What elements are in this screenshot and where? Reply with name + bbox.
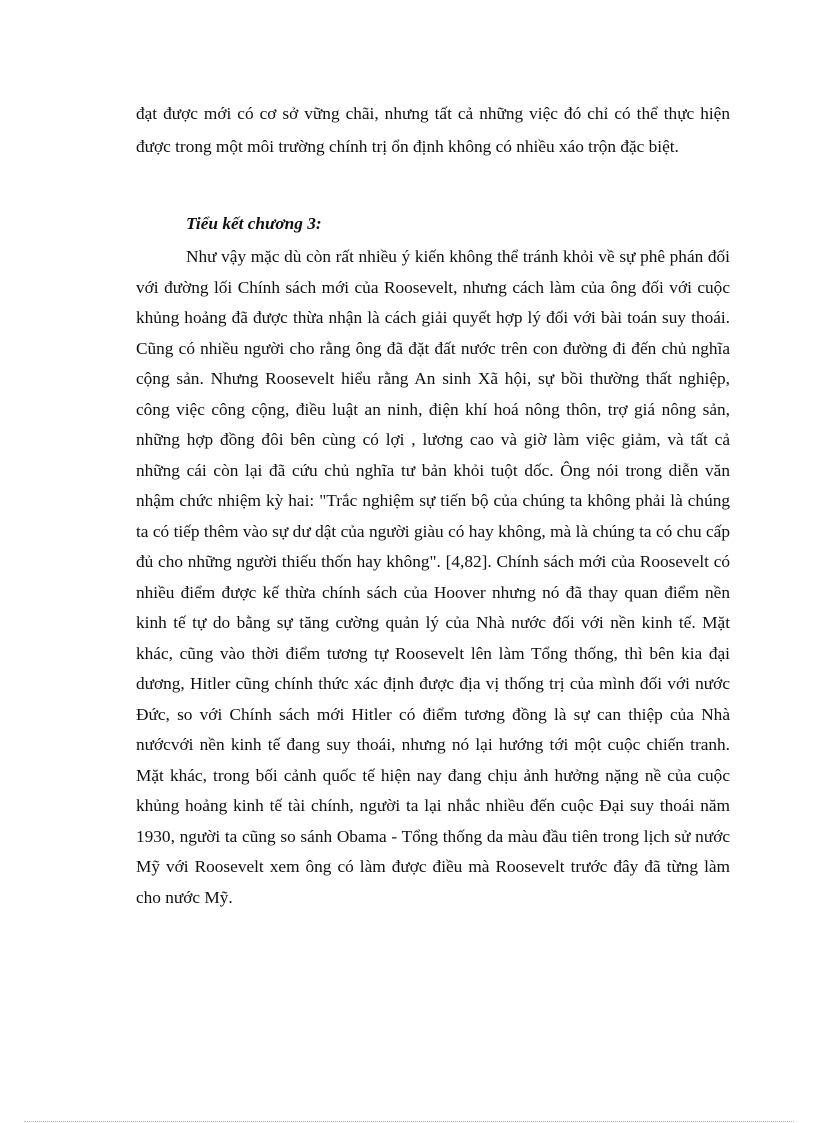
intro-paragraph: đạt được mới có cơ sở vững chãi, nhưng tất cả những việc đó chỉ có thể thực hiện được trong một môi trường chính trị ổn định không có nhiều xáo trộn đặc biệt.	[136, 104, 730, 156]
footer-divider	[24, 1121, 794, 1122]
summary-paragraph: Như vậy mặc dù còn rất nhiều ý kiến không thể tránh khỏi về sự phê phán đối với đường lối Chính sách mới của Roosevelt, nhưng cách làm của ông đối với cuộc khủng hoảng đã được thừa nhận là cách giải quyết hợp lý đối với bài toán suy thoái. Cũng có nhiều người cho rằng ông đã đặt đất nước trên con đường đi đến chủ nghĩa cộng sản. Nhưng Roosevelt hiểu rằng An sinh Xã hội, sự bồi thường thất nghiệp, công việc công cộng, điều luật an ninh, điện khí hoá nông thôn, trợ giá nông sản, những hợp đồng đôi bên cùng có lợi , lương cao và giờ làm việc giảm, và tất cả những cái còn lại đã cứu chủ nghĩa tư bản khỏi tuột dốc. Ông nói trong diễn văn nhậm chức nhiệm kỳ hai: "Trắc nghiệm sự tiến bộ của chúng ta không phải là chúng ta có tiếp thêm vào sự dư dật của người giàu có hay không, mà là chúng ta có chu cấp đủ cho những người thiếu thốn hay không". [4,82]. Chính sách mới của Roosevelt có nhiều điểm được kế thừa chính sách của Hoover nhưng nó đã thay quan điểm nền kinh tế tự do bằng sự tăng cường quản lý của Nhà nước đối với nền kinh tế. Mặt khác, cũng vào thời điểm tương tự Roosevelt lên làm Tổng thống, thì bên kia đại dương, Hitler cũng chính thức xác định được địa vị thống trị của mình đối với nước Đức, so với Chính sách mới Hitler có điểm tương đồng là sự can thiệp của Nhà nướcvới nền kinh tế đang suy thoái, nhưng nó lại hướng tới một cuộc chiến tranh. Mặt khác, trong bối cảnh quốc tế hiện nay đang chịu ảnh hưởng nặng nề của cuộc khủng hoảng kinh tế tài chính, người ta lại nhắc nhiều đến cuộc Đại suy thoái năm 1930, người ta cũng so sánh Obama - Tổng thống da màu đầu tiên trong lịch sử nước Mỹ với Roosevelt xem ông có làm được điều mà Roosevelt trước đây đã từng làm cho nước Mỹ.	[136, 247, 730, 907]
section-heading: Tiểu kết chương 3:	[186, 214, 322, 233]
summary-text	[136, 242, 730, 913]
intro-text	[136, 98, 730, 163]
